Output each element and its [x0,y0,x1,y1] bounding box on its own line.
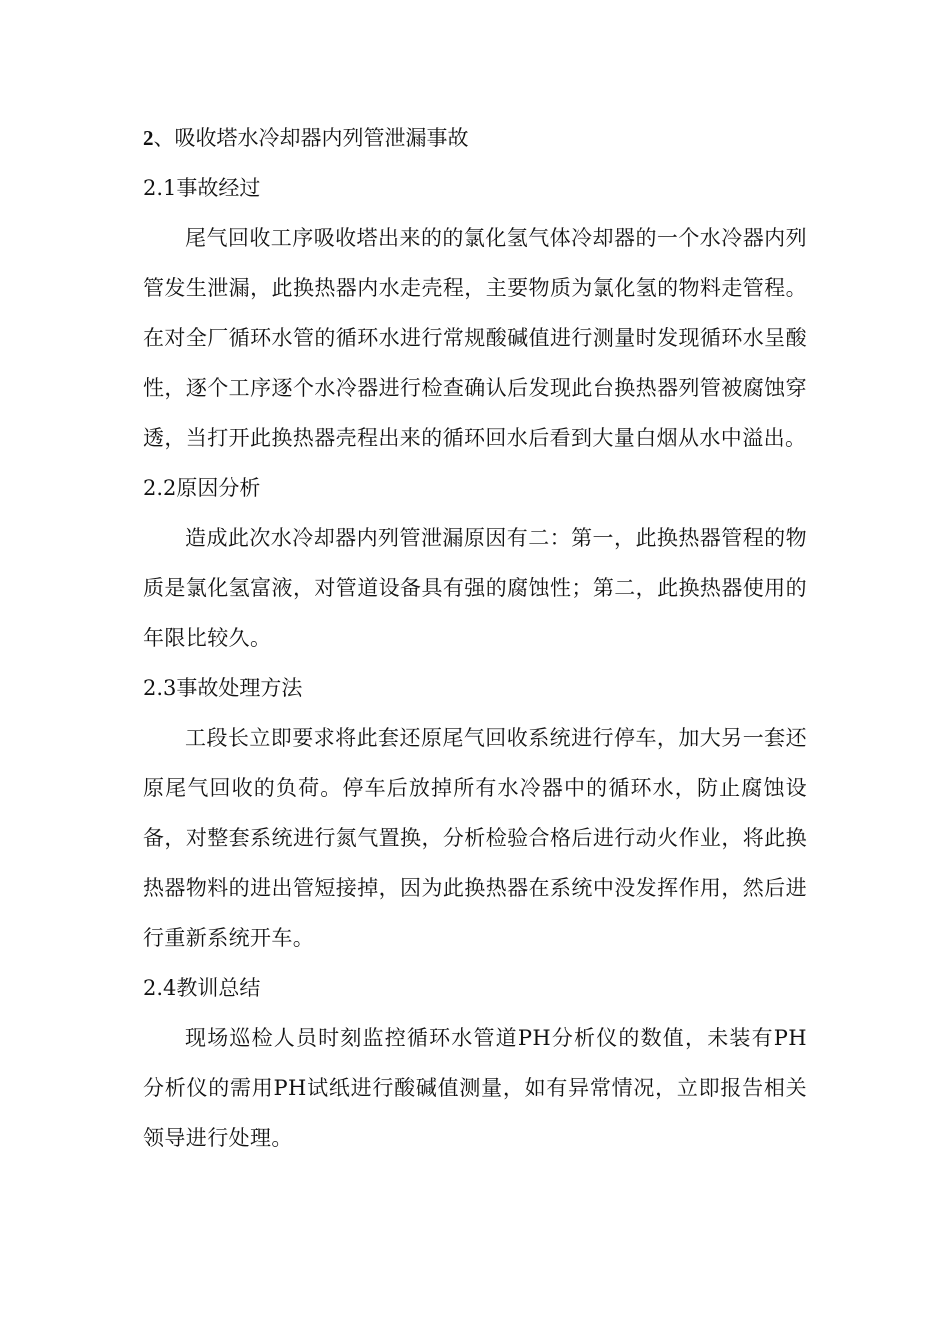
paragraph-cause-analysis: 造成此次水冷却器内列管泄漏原因有二：第一，此换热器管程的物质是氯化氢富液，对管道设备具有强的腐蚀性；第二，此换热器使用的年限比较久。 [143,526,807,650]
section-title-handling-method: 2.3事故处理方法 [143,676,303,700]
main-heading-text: 、吸收塔水冷却器内列管泄漏事故 [153,126,469,150]
section-title-cause-analysis: 2.2原因分析 [143,476,261,500]
main-heading-number: 2 [143,126,154,150]
paragraph-lessons-learned: 现场巡检人员时刻监控循环水管道PH分析仪的数值，未装有PH分析仪的需用PH试纸进行酸碱值测量，如有异常情况，立即报告相关领导进行处理。 [143,1026,807,1150]
paragraph-accident-process: 尾气回收工序吸收塔出来的的氯化氢气体冷却器的一个水冷器内列管发生泄漏，此换热器内水走壳程，主要物质为氯化氢的物料走管程。在对全厂循环水管的循环水进行常规酸碱值进行测量时发现循环水呈酸性，逐个工序逐个水冷器进行检查确认后发现此台换热器列管被腐蚀穿透，当打开此换热器壳程出来的循环回水后看到大量白烟从水中溢出。 [143,226,807,450]
main-heading [143,113,807,163]
section-title-lessons-learned: 2.4教训总结 [143,976,261,1000]
section-title-accident-process: 2.1事故经过 [143,176,261,200]
document-body [143,113,807,1163]
paragraph-handling-method: 工段长立即要求将此套还原尾气回收系统进行停车，加大另一套还原尾气回收的负荷。停车后放掉所有水冷器中的循环水，防止腐蚀设备，对整套系统进行氮气置换，分析检验合格后进行动火作业，将此换热器物料的进出管短接掉，因为此换热器在系统中没发挥作用，然后进行重新系统开车。 [143,726,807,950]
